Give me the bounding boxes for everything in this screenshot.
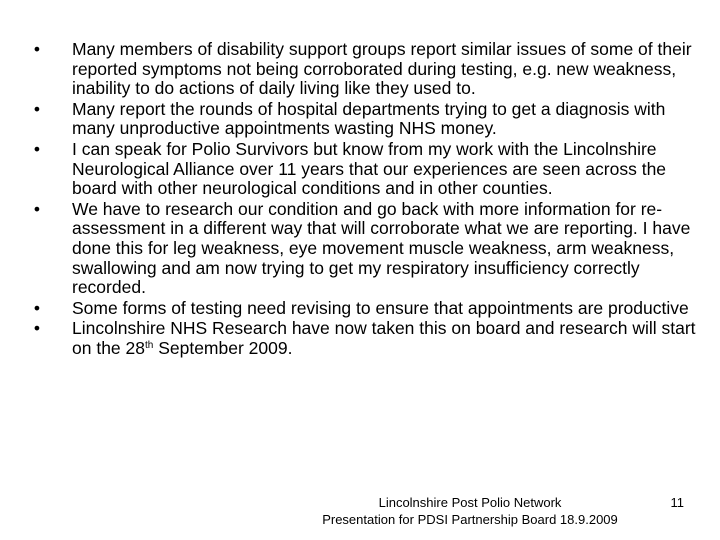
bullet-icon: •: [33, 318, 41, 339]
bullet-text: Many report the rounds of hospital departments trying to get a diagnosis with many unproductive appointments wasting NHS money.: [72, 98, 666, 139]
bullet-item: [30, 319, 710, 358]
ordinal-suffix: th: [144, 339, 154, 351]
bullet-item: [30, 200, 710, 298]
bullet-text: Many members of disability support groups report similar issues of some of their reported symptoms not being corroborated during testing, e.g. new weakness, inability to do actions of daily living like they used to.: [72, 39, 692, 99]
bullet-item: [30, 40, 710, 99]
bullet-text-part: Lincolnshire NHS Research have now taken this on board and research will start on the 28: [72, 318, 696, 358]
bullet-text-part: September 2009.: [153, 337, 293, 358]
page-number: 11: [670, 495, 684, 510]
bullet-icon: •: [33, 39, 41, 59]
bullet-icon: •: [33, 98, 41, 119]
footer: [295, 494, 645, 528]
bullet-list: [30, 40, 710, 360]
bullet-item: [30, 100, 710, 139]
footer-organization: Lincolnshire Post Polio Network: [378, 495, 562, 510]
bullet-item: [30, 299, 710, 319]
bullet-icon: •: [33, 138, 41, 159]
bullet-icon: •: [33, 198, 41, 219]
bullet-text: [72, 318, 696, 358]
bullet-icon: •: [33, 297, 41, 318]
bullet-text: I can speak for Polio Survivors but know from my work with the Lincolnshire Neurological Alliance over 11 years that our experiences are seen across the board with other neurological conditions and in other counties.: [72, 138, 667, 199]
footer-presentation: Presentation for PDSI Partnership Board 18.9.2009: [322, 512, 618, 527]
bullet-item: [30, 140, 710, 199]
bullet-text: Some forms of testing need revising to ensure that appointments are productive: [72, 297, 689, 318]
bullet-text: We have to research our condition and go back with more information for re-assessment in a different way that will corroborate what we are reporting. I have done this for leg weakness, eye movement muscle weakness, arm weakness, swallowing and am now trying to get my respiratory insufficiency correctly recorded.: [72, 198, 691, 298]
